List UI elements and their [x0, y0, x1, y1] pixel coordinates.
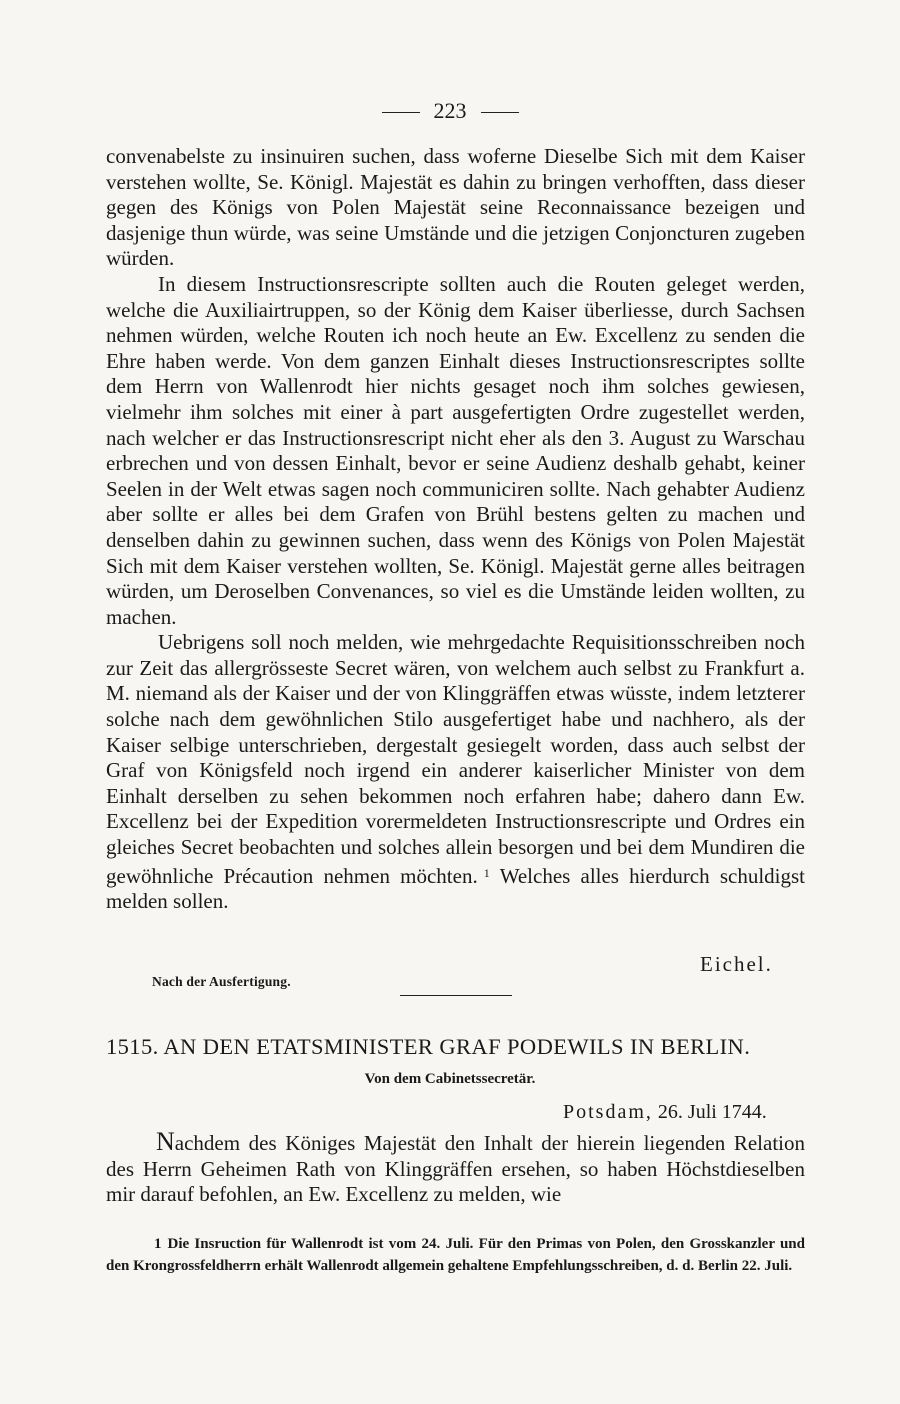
paragraph-3-closing: Welches alles hierdurch schuldigst melden sollen.: [106, 863, 805, 914]
footnote-mark: 1: [154, 1236, 162, 1252]
dropcap-letter: N: [156, 1127, 175, 1156]
dateline-date: 26. Juli 1744.: [657, 1101, 767, 1123]
dateline-place: Potsdam,: [563, 1101, 653, 1123]
dateline: [563, 1101, 767, 1124]
footnote-paragraph: [106, 1234, 805, 1277]
header-dash-right: [481, 112, 519, 113]
page-header: [0, 98, 900, 124]
footnote-text: Die Insruction für Wallenrodt ist vom 24. Juli. Für den Primas von Polen, den Grosskanzler und den Krongrossfeldherrn erhält Wallenrodt allgemein gehaltene Empfehlungsschreiben, d. d. Berlin 22. Juli.: [106, 1236, 805, 1274]
paragraph-2: In diesem Instructionsrescripte sollten auch die Routen geleget werden, welche die Auxiliairtruppen, so der König dem Kaiser überliesse, durch Sachsen nehmen würden, welche Routen ich noch heute an Ew. Excellenz zu senden die Ehre haben werde. Von dem ganzen Einhalt dieses Instructionsrescriptes sollte dem Herrn von Wallenrodt hier nichts gesaget noch ihm solches gewiesen, vielmehr ihm solches mit einer à part ausgefertigten Ordre zugestellet werden, nach welcher er das Instructionsrescript nicht eher als den 3. August zu Warschau erbrechen und von dessen Einhalt, bevor er seine Audienz deshalb gehabt, keiner Seelen in der Welt etwas sagen noch communiciren sollte. Nach gehabter Audienz aber sollte er alles bei dem Grafen von Brühl bestens gelten zu machen und denselben dahin zu gewinnen suchen, dass wenn des Königs von Polen Majestät Sich mit dem Kaiser verstehen wollten, Se. Königl. Majestät gerne alles beitragen würden, um Deroselben Convenances, so viel es die Umstände leiden wollten, zu machen.: [106, 271, 805, 629]
page-number: 223: [433, 98, 467, 123]
source-note: Nach der Ausfertigung.: [152, 974, 291, 989]
signature: Eichel.: [700, 952, 773, 976]
letter-paragraph: [106, 1129, 805, 1208]
footnote: [106, 1234, 805, 1277]
paragraph-3: [106, 630, 805, 915]
document-title: 1515. AN DEN ETATSMINISTER GRAF PODEWILS IN BERLIN.: [106, 1034, 751, 1059]
letter-body: [106, 1129, 805, 1208]
paragraph-3-text: Uebrigens soll noch melden, wie mehrgedachte Requisitionsschreiben noch zur Zeit das allergrösseste Secret wären, von welchem auch selbst zu Frankfurt a. M. niemand als der Kaiser und der von Klinggräffen etwas wüsste, indem letzterer solche nach dem gewöhnlichen Stilo ausgefertiget habe und nachhero, als der Kaiser selbige unterschrieben, dergestalt gesiegelt worden, dass auch selbst der Graf von Königsfeld noch irgend ein anderer kaiserlicher Minister von dem Einhalt derselben zu sehen bekommen noch erfahren habe; dahero dann Ew. Excellenz bei der Expedition vorermeldeten Instructionsrescripte und Ordres ein gleiches Secret beobachten und solches allein besorgen und bei dem Mundiren die gewöhnliche Précaution nehmen möchten.: [106, 630, 805, 888]
document-subtitle: Von dem Cabinetssecretär.: [364, 1071, 536, 1087]
paragraph-1: convenabelste zu insinuiren suchen, dass woferne Dieselbe Sich mit dem Kaiser verstehen wollte, Se. Königl. Majestät es dahin zu bringen verhofften, dass dieser gegen des Königs von Polen Majestät seine Reconnaissance bezeigen und dasjenige thun würde, was seine Umstände und die jetzigen Conjoncturen zugeben würden.: [106, 144, 805, 271]
section-divider: [400, 995, 512, 996]
footnote-reference: 1: [483, 865, 490, 880]
letter-body-continued: [106, 144, 805, 915]
header-dash-left: [382, 112, 420, 113]
letter-text: achdem des Königes Majestät den Inhalt der hierein liegenden Relation des Herrn Geheimen Rath von Klinggräffen ersehen, so haben Höchstdieselben mir darauf befohlen, an Ew. Excellenz zu melden, wie: [106, 1131, 805, 1207]
